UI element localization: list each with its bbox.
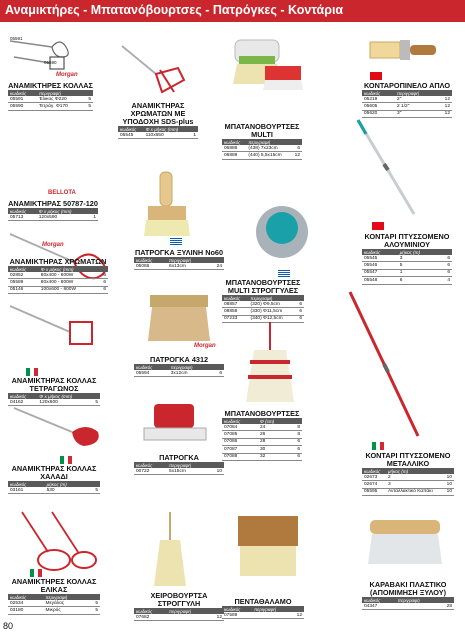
top-code-b: 05590 — [44, 60, 57, 65]
block-whitewash-multi: ΜΠΑΤΑΝΟΒΟΥΡΤΣΕΣ MULTI κωδικός περιγραφή 06888 (438) 7x23cm 6 06889 (440) 5,5x15cm 12 — [224, 122, 300, 159]
pole-metal-image — [340, 290, 425, 440]
block-mixer-paint: ΑΝΑΜΙΚΤΗΡΑΣ ΧΡΩΜΑΤΩΝ κωδικός Φ x μήκος (mm) 02852 80x400 - 600W 6 05589 80x400 - 800W 6 05146 100x600 - 800W 6 — [9, 257, 107, 293]
hand-brush-image — [150, 510, 190, 590]
wall-brush-image — [140, 285, 220, 350]
block-mixer-bellota: ΑΝΑΜΙΚΤΗΡΑΣ 50787-120 κωδικός Φ x μήκος (mm) 05713 120x590 1 — [8, 199, 98, 220]
block-mixer-spoon: ΑΝΑΜΙΚΤΗΡΑΣ ΚΟΛΛΑΣ ΧΑΛΑΔΙ κωδικός μήκος (m) 03161 530 5 — [10, 464, 98, 493]
block-mixer-helix: ΑΝΑΜΙΚΤΗΡΕΣ ΚΟΛΛΑΣ ΕΛΙΚΑΣ κωδικός περιγραφή 02534 Μεγάλος 5 03180 Μικρός 5 — [10, 577, 98, 614]
mixer-helix-image — [4, 510, 104, 574]
table-mixer-glue: κωδικός περιγραφή 05591 Έλικος Φ220 5 05590 Τετράγ. Φ170 5 — [10, 90, 91, 110]
pole-alu-image — [340, 118, 425, 218]
flag-italy-icon-4 — [30, 569, 42, 577]
header-title: Αναμικτήρες - Μπατανόβουρτσες - Πατρόγκες - Κοντάρια — [5, 3, 344, 17]
block-hand-brush: ΧΕΙΡΟΒΟΥΡΤΣΑ ΣΤΡΟΓΓΥΛΗ κωδικός περιγραφή 07682 12 — [136, 591, 222, 620]
block-mixer-sds: ΑΝΑΜΙΚΤΗΡΑΣ ΧΡΩΜΑΤΩΝ ΜΕ ΥΠΟΔΟΧΗ SDS-plus κωδικός Φ x μήκος (mm) 05545 110x650 1 — [120, 101, 196, 138]
flag-italy-icon-3 — [372, 442, 384, 450]
bellota-logo: BELLOTA — [48, 190, 76, 196]
flag-italy-icon-2 — [60, 456, 72, 464]
top-code-a: 05591 — [10, 36, 23, 41]
mixer-square-image — [8, 300, 108, 360]
block-flat-brush: ΚΟΝΤΑΡΟΠΙΝΕΛΟ ΑΠΛΟ κωδικός περιγραφή 05219 2" 12 05605 2 1/2" 12 05620 3" 12 — [363, 81, 451, 117]
block-mixer-square: ΑΝΑΜΙΚΤΗΡΑΣ ΚΟΛΛΑΣ ΤΕΤΡΑΓΩΝΟΣ κωδικός Φ x μήκος (mm) 04162 120x600 5 — [10, 376, 98, 405]
title-mixer-glue: ΑΝΑΜΙΚΤΗΡΕΣ ΚΟΛΛΑΣ — [8, 81, 93, 90]
trowel-wood-image — [140, 170, 200, 240]
flag-greece-icon-2 — [278, 270, 290, 278]
plastic-brush-image — [360, 510, 450, 570]
whitewash-round-image — [250, 198, 315, 263]
pentathalamo-image — [232, 510, 307, 580]
block-trowel: ΠΑΤΡΟΓΚΑ κωδικός περιγραφή 00722 5x15cm 10 — [136, 453, 222, 474]
flat-brush-image — [368, 30, 438, 70]
flag-greece-icon — [170, 238, 182, 246]
flag-turkey-icon — [370, 72, 382, 80]
block-mixer-glue — [8, 82, 93, 111]
flag-italy-icon — [26, 368, 38, 376]
block-whitewash-phi: ΜΠΑΤΑΝΟΒΟΥΡΤΣΕΣ κωδικός Φ (cm) 07084 24 8 07085 26 8 07086 28 6 07087 30 6 07088 32 6 — [224, 409, 300, 460]
trowel-image — [140, 400, 210, 448]
block-pole-metal: ΚΟΝΤΑΡΙ ΠΤΥΣΣΟΜΕΝΟ ΜΕΤΑΛΛΙΚΟ κωδικός μήκος (m) 02673 2 10 02674 3 10 05595 Ανταλλακτικό Καπάκι 10 — [364, 451, 452, 495]
broom-brush-image — [240, 320, 300, 405]
morgan-logo-2: Morgan — [42, 242, 64, 248]
page-header — [0, 0, 465, 22]
block-whitewash-round: ΜΠΑΤΑΝΟΒΟΥΡΤΣΕΣ MULTI ΣΤΡΟΓΓΥΛΕΣ κωδικός περιγραφή 08857 (320) Φ9,5cm 6 08858 (330) Φ11,5cm 6 07233 (340) Φ12,5cm 6 — [224, 278, 302, 322]
block-trowel-4312: ΠΑΤΡΟΓΚΑ 4312 κωδικός περιγραφή 05594 3x12cm 6 — [136, 355, 222, 376]
mixer-spoon-image — [12, 402, 107, 452]
morgan-logo: Morgan — [56, 72, 78, 78]
page-number: 80 — [3, 621, 14, 631]
mixer-sds-image — [118, 40, 193, 100]
block-trowel-wood: ΠΑΤΡΟΓΚΑ ΞΥΛΙΝΗ Νο60 κωδικός περιγραφή 05086 6x13cm 24 — [134, 248, 224, 269]
block-plastic-brush: ΚΑΡΑΒΑΚΙ ΠΛΑΣΤΙΚΟ (ΑΠΟΜΙΜΗΣΗ ΞΥΛΟΥ) κωδικός περιγραφή 04347 28 — [364, 580, 452, 609]
block-pentathalamo: ΠΕΝΤΑΘΑΛΑΜΟ κωδικός περιγραφή 07589 12 — [224, 597, 302, 618]
flag-turkey-icon-2 — [372, 222, 384, 230]
morgan-logo-3: Morgan — [194, 343, 216, 349]
whitewash-multi-image — [225, 36, 303, 91]
block-pole-alu: ΚΟΝΤΑΡΙ ΠΤΥΣΣΟΜΕΝΟ ΑΛΟΥΜΙΝΙΟΥ κωδικός μήκος (m) 05545 3 6 05546 5 6 05547 1 6 05548 6 4 — [364, 232, 450, 283]
